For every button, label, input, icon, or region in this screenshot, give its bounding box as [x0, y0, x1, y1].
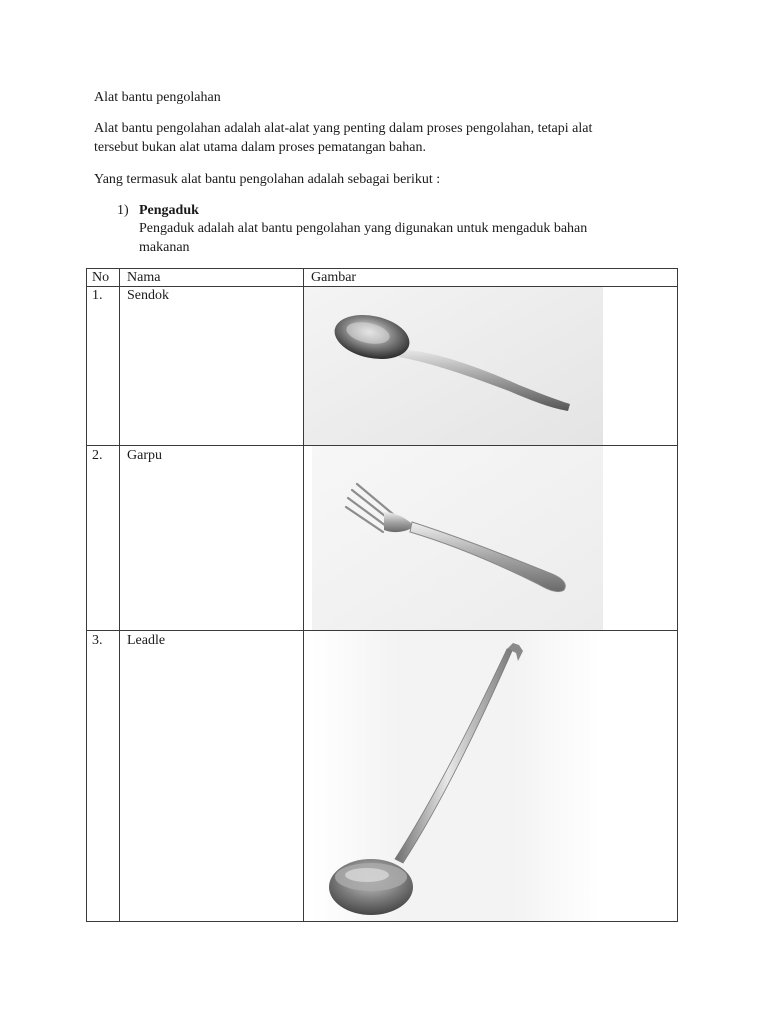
fork-icon — [312, 446, 603, 630]
table-border-right — [677, 268, 678, 922]
table-row-3-no: 3. — [92, 633, 103, 648]
table-row-3-nama: Leadle — [127, 633, 166, 648]
table-row-2-no: 2. — [92, 448, 103, 463]
table-column-divider-1 — [119, 268, 120, 922]
ladle-photo — [311, 631, 601, 921]
fork-photo — [312, 446, 603, 630]
table-header-gambar: Gambar — [311, 270, 357, 285]
list-item-description-line-2: makanan — [139, 240, 190, 255]
intro-paragraph-line-1: Alat bantu pengolahan adalah alat-alat yang penting dalam proses pengolahan, tetapi alat — [94, 121, 593, 136]
table-border-bottom — [86, 921, 678, 922]
table-header-nama: Nama — [127, 270, 161, 285]
lead-sentence: Yang termasuk alat bantu pengolahan adalah sebagai berikut : — [94, 172, 441, 187]
table-border-top — [86, 268, 678, 269]
ladle-icon — [311, 631, 601, 921]
list-item-title: Pengaduk — [139, 203, 199, 218]
table-row-1-nama: Sendok — [127, 288, 169, 303]
spoon-icon — [304, 287, 603, 445]
spoon-photo — [304, 287, 603, 445]
list-item-description-line-1: Pengaduk adalah alat bantu pengolahan yang digunakan untuk mengaduk bahan — [139, 221, 588, 236]
table-header-no: No — [92, 270, 110, 285]
table-row-2-nama: Garpu — [127, 448, 162, 463]
table-border-left — [86, 268, 87, 922]
list-marker: 1) — [117, 203, 129, 218]
utensil-table — [86, 268, 678, 922]
intro-paragraph-line-2: tersebut bukan alat utama dalam proses pematangan bahan. — [94, 140, 426, 155]
table-row-1-no: 1. — [92, 288, 103, 303]
section-heading: Alat bantu pengolahan — [94, 90, 221, 105]
